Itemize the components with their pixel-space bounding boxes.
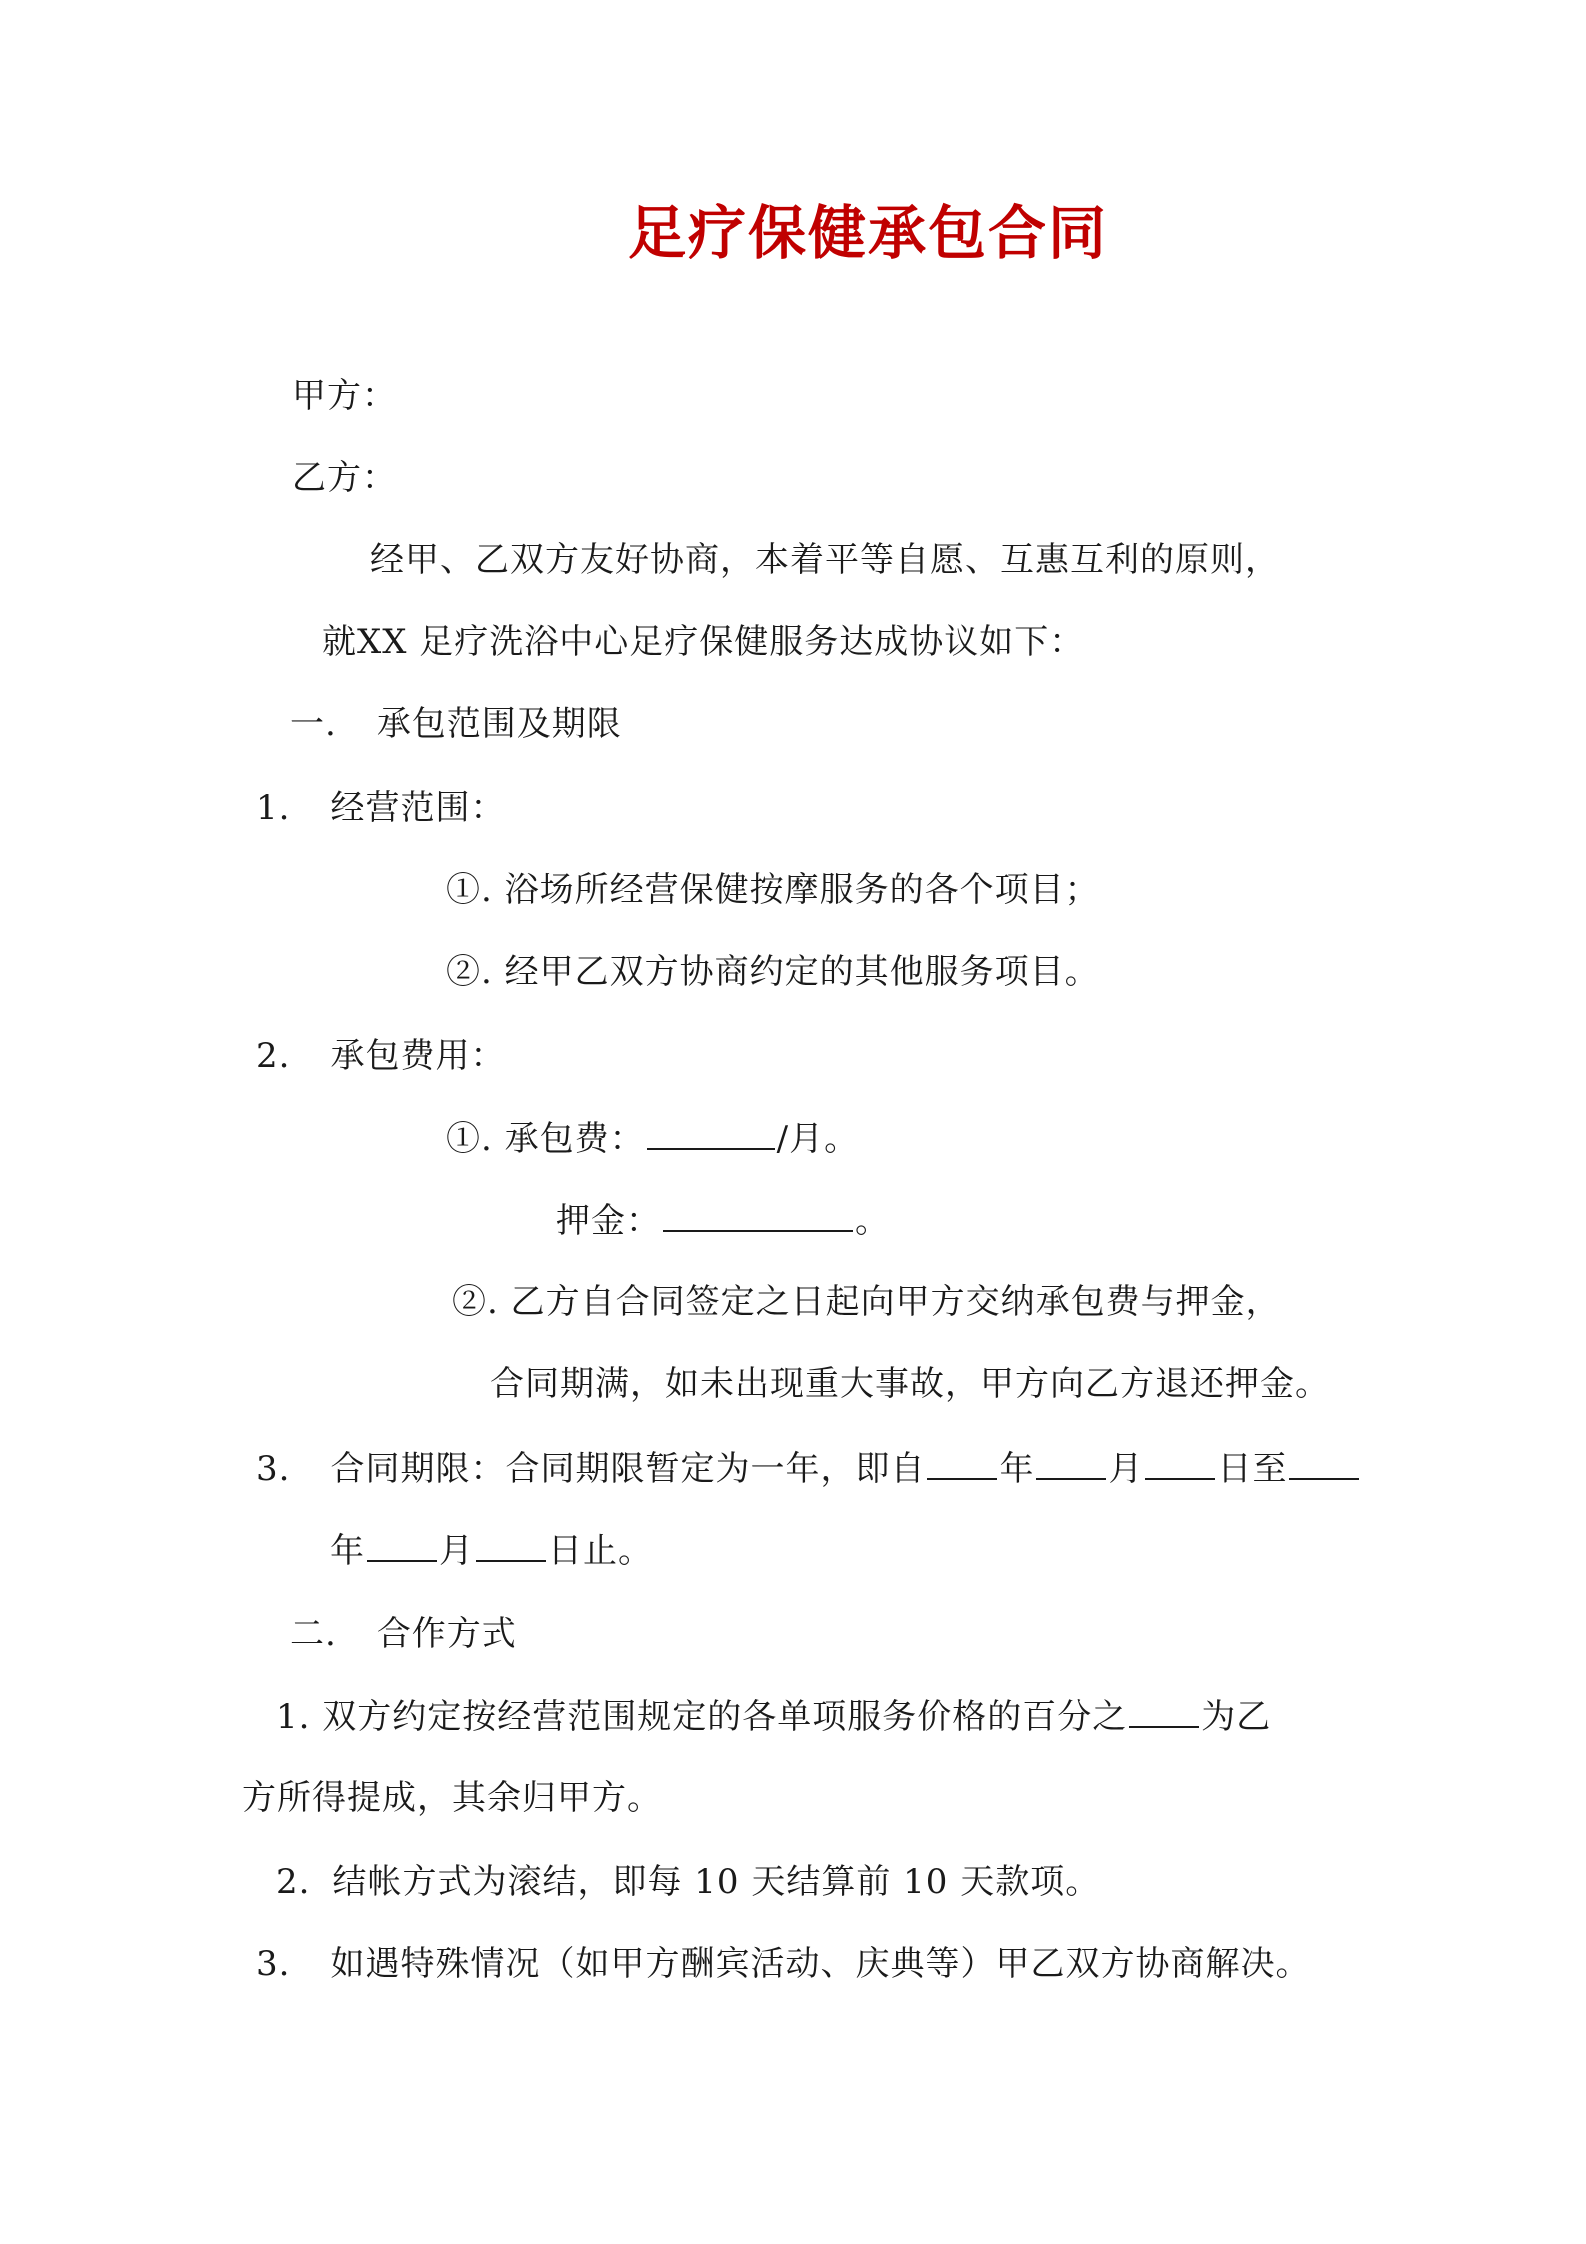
item-2-sub-2-line-1: ②. 乙方自合同签定之日起向甲方交纳承包费与押金，	[452, 1282, 1281, 1322]
section-1-heading	[290, 704, 622, 744]
end-month-blank	[367, 1530, 437, 1562]
section-2-heading	[290, 1614, 517, 1654]
end-year-blank	[1289, 1448, 1359, 1480]
fee-line	[446, 1118, 859, 1159]
section-1-title: 承包范围及期限	[376, 704, 622, 744]
item-1	[256, 788, 505, 828]
start-day-blank	[1145, 1448, 1215, 1480]
item-3-line-2	[330, 1530, 653, 1571]
coop-1-text-end: 为乙	[1201, 1697, 1272, 1737]
item-2	[256, 1036, 505, 1076]
end-day-blank	[476, 1530, 546, 1562]
item-3-number: 3.	[256, 1449, 291, 1489]
deposit-blank	[663, 1200, 853, 1232]
coop-3-number: 3.	[256, 1944, 291, 1984]
coop-2-text: 结帐方式为滚结，即每 10 天结算前 10 天款项。	[332, 1862, 1101, 1902]
start-year-blank	[927, 1448, 997, 1480]
fee-label: ①. 承包费：	[446, 1119, 645, 1159]
item-1-number: 1.	[256, 788, 291, 828]
coop-1-line-2: 方所得提成，其余归甲方。	[242, 1778, 662, 1818]
end-year-label: 年	[330, 1531, 365, 1571]
month-label: 月	[1108, 1449, 1144, 1489]
item-1-sub-1: ①. 浴场所经营保健按摩服务的各个项目；	[446, 870, 1100, 910]
section-2-number: 二.	[290, 1614, 337, 1654]
section-1-number: 一.	[290, 704, 337, 744]
intro-line-1: 经甲、乙双方友好协商，本着平等自愿、互惠互利的原则，	[370, 540, 1280, 580]
coop-2	[276, 1862, 1100, 1902]
start-month-blank	[1036, 1448, 1106, 1480]
day-to-label: 日至	[1217, 1449, 1288, 1489]
coop-1-line-1	[276, 1696, 1271, 1737]
end-month-label: 月	[439, 1531, 474, 1571]
party-a-label: 甲方：	[292, 376, 397, 416]
item-2-sub-2-line-2: 合同期满，如未出现重大事故，甲方向乙方退还押金。	[490, 1364, 1330, 1404]
fee-blank	[647, 1118, 775, 1150]
item-3-line-1	[256, 1448, 1361, 1489]
item-2-number: 2.	[256, 1036, 291, 1076]
deposit-line	[556, 1200, 890, 1241]
item-3-text: 合同期限：合同期限暂定为一年，即自	[330, 1449, 926, 1489]
coop-1-text: 1. 双方约定按经营范围规定的各单项服务价格的百分之	[276, 1697, 1128, 1737]
item-2-text: 承包费用：	[330, 1036, 506, 1076]
section-2-title: 合作方式	[376, 1614, 517, 1654]
day-end-label: 日止。	[548, 1531, 653, 1571]
item-1-sub-2: ②. 经甲乙双方协商约定的其他服务项目。	[446, 952, 1100, 992]
coop-3-text: 如遇特殊情况（如甲方酬宾活动、庆典等）甲乙双方协商解决。	[330, 1944, 1311, 1984]
document-title: 足疗保健承包合同	[628, 199, 1109, 267]
year-label: 年	[999, 1449, 1035, 1489]
percentage-blank	[1129, 1696, 1199, 1728]
item-1-text: 经营范围：	[330, 788, 506, 828]
coop-3	[256, 1944, 1310, 1984]
deposit-end: 。	[855, 1201, 890, 1241]
coop-2-number: 2.	[276, 1862, 311, 1902]
party-b-label: 乙方：	[292, 458, 397, 498]
deposit-label: 押金：	[556, 1201, 661, 1241]
fee-unit: /月。	[776, 1119, 860, 1159]
intro-line-2: 就XX 足疗洗浴中心足疗保健服务达成协议如下：	[322, 622, 1085, 662]
